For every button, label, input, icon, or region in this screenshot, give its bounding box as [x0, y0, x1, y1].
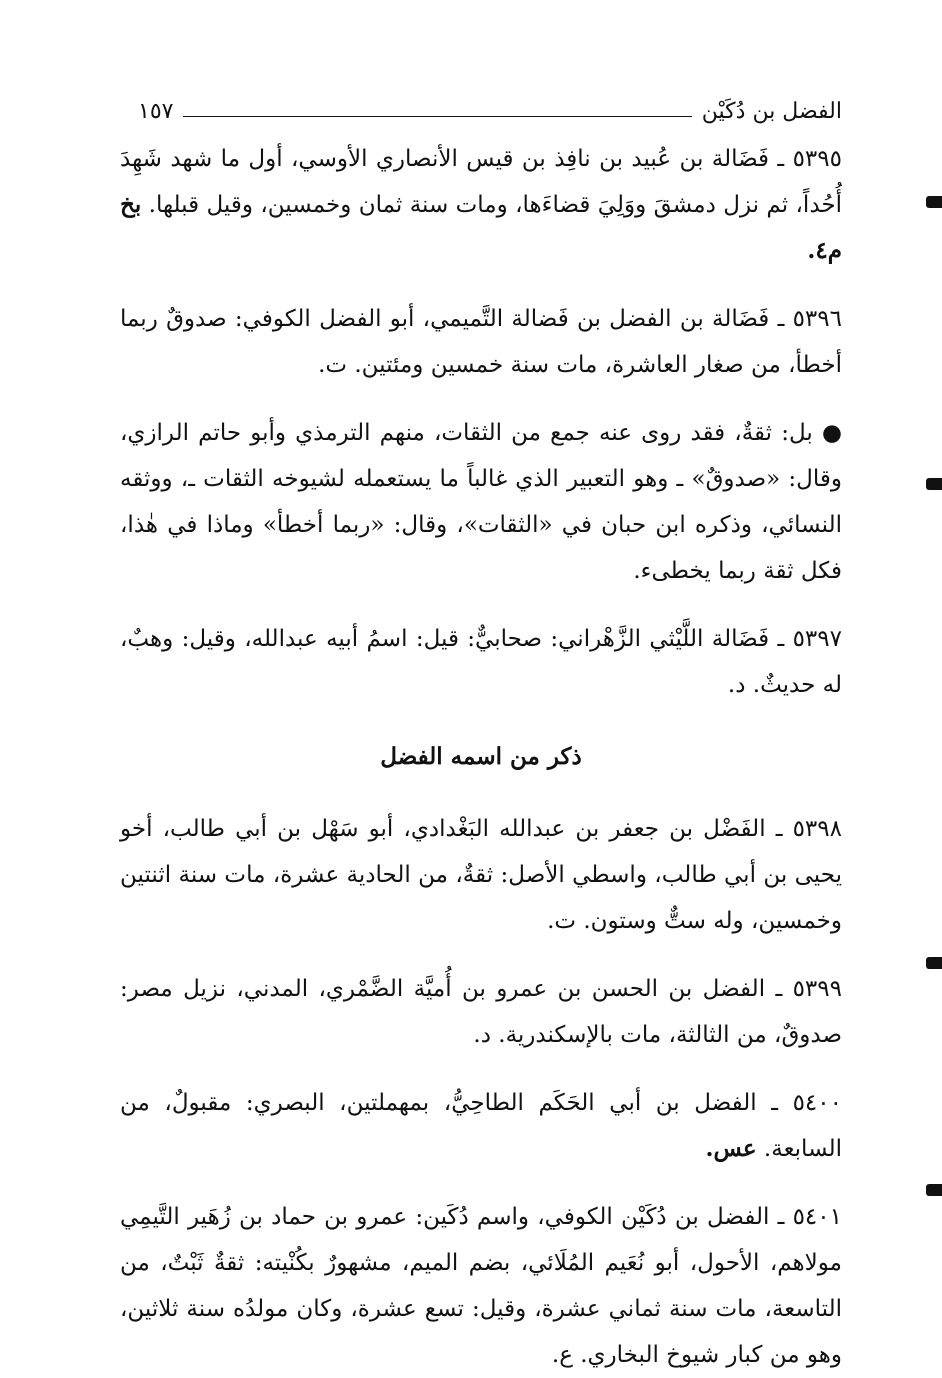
editor-comment [120, 410, 842, 594]
entry-text: ٥٤٠١ ـ الفضل بن دُكَيْن الكوفي، واسم دُكَين: عمرو بن حماد بن زُهَير التَّيمِي مولاهم، الأحول، أبو نُعَيم المُلَائي، بضم الميم، مشهورٌ بكُنْيته: ثقةٌ ثَبْتٌ، من التاسعة، مات سنة ثماني عشرة، وقيل: تسع عشرة، وكان مولدُه سنة ثلاثين، وهو من كبار شيوخ البخاري. ع. [120, 1204, 842, 1368]
entry-text: ٥٣٩٧ ـ فَضَالة اللَّيْثي الزَّهْراني: صحابيٌّ: قيل: اسمُ أبيه عبدالله، وقيل: وهبٌ، له حديثٌ. د. [120, 626, 842, 698]
edge-marker [926, 1184, 942, 1196]
entry-text: ٥٣٩٥ ـ فَضَالة بن عُبيد بن نافِذ بن قيس الأنصاري الأوسي، أول ما شهد شَهِدَ أُحُداً، ثم نزل دمشقَ ووَلِيَ قضاءَها، ومات سنة ثمان وخمسين، وقيل قبلها. [120, 146, 842, 218]
running-title: الفضل بن دُكَيْن [701, 99, 842, 124]
entry-5398 [120, 806, 842, 944]
entry-text: ● بل: ثقةٌ، فقد روى عنه جمع من الثقات، منهم الترمذي وأبو حاتم الرازي، وقال: «صدوقٌ» ـ وهو التعبير الذي غالباً ما يستعمله لشيوخه الثقات ـ، ووثقه النسائي، وذكره ابن حبان في «الثقات»، وقال: «ربما أخطأ» وماذا في هٰذا، فكل ثقة ربما يخطىء. [120, 420, 842, 584]
entry-symbols: عس. [705, 1135, 757, 1162]
entry-text: ٥٤٠٠ ـ الفضل بن أبي الحَكَم الطاحِيُّ، بمهملتين، البصري: مقبولٌ، من السابعة. [120, 1090, 842, 1162]
page-number: ١٥٧ [138, 99, 174, 124]
edge-marker [926, 478, 942, 490]
edge-marker [926, 196, 942, 208]
entry-text: ٥٣٩٦ ـ فَضَالة بن الفضل بن فَضالة التَّميمي، أبو الفضل الكوفي: صدوقٌ ربما أخطأ، من صغار العاشرة، مات سنة خمسين ومئتين. ت. [120, 306, 842, 378]
entry-symbols: بخ م٤. [120, 191, 842, 264]
header-rule [183, 116, 691, 117]
entry-text: ٥٣٩٨ ـ الفَضْل بن جعفر بن عبدالله البَغْدادي، أبو سَهْل بن أبي طالب، أخو يحيى بن أبي طالب، واسطي الأصل: ثقةٌ، من الحادية عشرة، مات سنة اثنتين وخمسين، وله ستٌّ وستون. ت. [120, 816, 842, 934]
edge-marker [926, 957, 942, 969]
entry-5401 [120, 1194, 842, 1378]
entry-5397 [120, 616, 842, 708]
entry-5396 [120, 296, 842, 388]
entry-5400 [120, 1080, 842, 1172]
entry-5395 [120, 136, 842, 274]
entry-5399 [120, 966, 842, 1058]
running-header [120, 88, 842, 124]
section-heading: ذكر من اسمه الفضل [380, 743, 582, 770]
entry-text: ٥٣٩٩ ـ الفضل بن الحسن بن عمرو بن أُميَّة الضَّمْري، المدني، نزيل مصر: صدوقٌ، من الثالثة، مات بالإسكندرية. د. [120, 976, 842, 1048]
page-body [120, 88, 842, 1378]
